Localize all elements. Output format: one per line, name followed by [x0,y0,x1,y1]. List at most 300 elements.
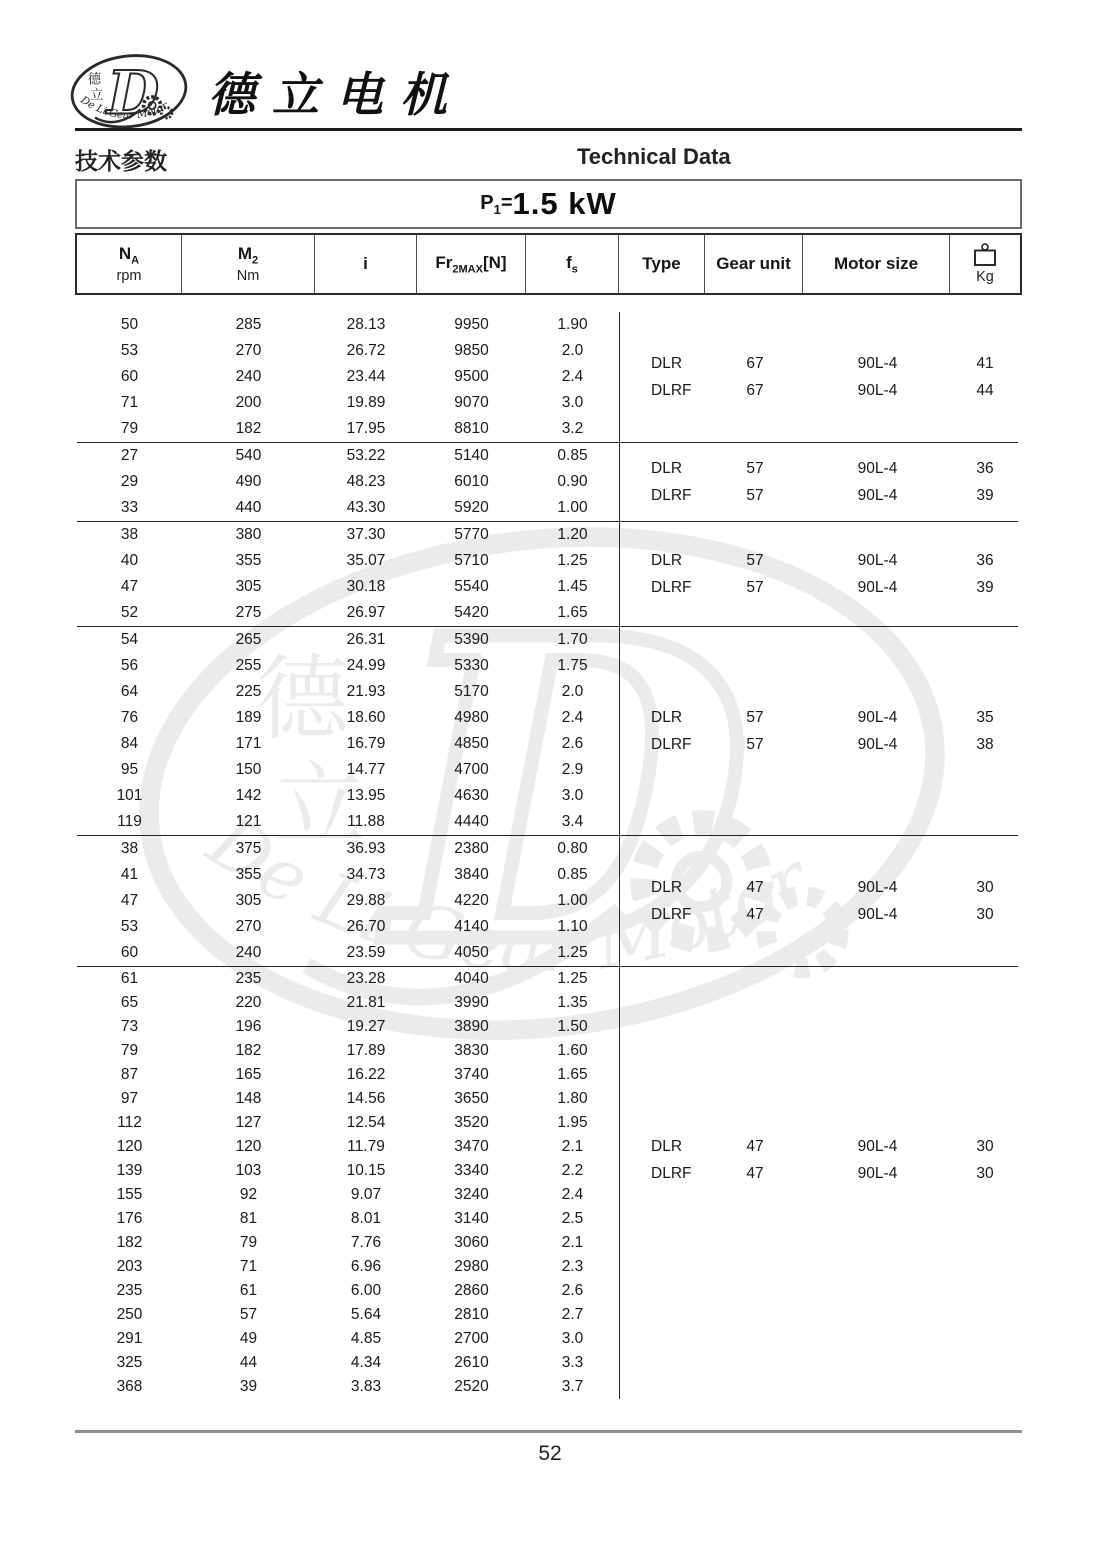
gear-unit-value: 67 [746,354,764,372]
fr2max-value: 2610 [454,1354,489,1371]
fr2max-value: 4040 [454,970,489,987]
col-header-motor-size: Motor size [803,235,950,293]
fs-value: 2.0 [561,683,584,700]
table-row [77,862,619,888]
fs-value: 1.65 [557,604,588,621]
na-value: 40 [120,552,139,569]
m2-value: 57 [239,1306,258,1323]
m2-value: 142 [235,787,262,804]
i-value: 36.93 [346,840,386,857]
fs-value: 2.2 [561,1162,584,1179]
motor-size-value: 90L-4 [857,735,898,753]
na-value: 38 [120,840,139,857]
m2-value: 200 [235,394,262,411]
table-row [77,757,619,783]
fr2max-value: 5330 [454,657,489,674]
i-value: 21.93 [346,683,386,700]
i-value: 34.73 [346,866,386,883]
table-row [77,1231,619,1255]
fs-value: 2.4 [561,1186,584,1203]
i-value: 11.88 [347,813,385,830]
variant-row [620,874,1019,901]
na-value: 95 [120,761,139,778]
i-value: 7.76 [350,1234,382,1251]
m2-value: 240 [235,944,262,961]
group-variants-zone [619,627,1019,835]
motor-size-value: 90L-4 [857,354,898,372]
fs-value: 1.75 [557,657,588,674]
na-value: 60 [120,944,139,961]
i-value: 18.60 [346,709,386,726]
data-group [77,312,1018,442]
col-header-gear-unit: Gear unit [705,235,803,293]
na-value: 29 [120,473,139,490]
fs-value: 0.85 [557,866,588,883]
fr2max-value: 2810 [454,1306,489,1323]
col-header-m2: $M_2$ Nm [182,235,315,293]
na-value: 139 [116,1162,143,1179]
kg-value: 36 [976,459,994,477]
group-rows [77,522,619,626]
m2-value: 61 [239,1282,258,1299]
na-value: 54 [120,631,139,648]
col-header-fs: $f_s$ [526,235,619,293]
table-row [77,967,619,991]
na-value: 182 [116,1234,143,1251]
fr2max-value: 5710 [454,552,489,569]
na-value: 235 [116,1282,143,1299]
m2-value: 148 [235,1090,262,1107]
fr2max-value: 4220 [454,892,489,909]
header-rule [75,128,1022,131]
group-variants-zone [619,967,1019,1399]
kg-value: 30 [976,1137,994,1155]
fr2max-value: 3840 [454,866,489,883]
gear-unit-value: 57 [746,708,764,726]
table-row [77,1087,619,1111]
table-row [77,1111,619,1135]
m2-value: 127 [235,1114,262,1131]
table-row [77,653,619,679]
na-value: 79 [120,420,139,437]
i-value: 37.30 [346,526,386,543]
na-value: 38 [120,526,139,543]
motor-size-value: 90L-4 [857,381,898,399]
fr2max-value: 2980 [454,1258,489,1275]
fr2max-value: 3060 [454,1234,489,1251]
motor-size-value: 90L-4 [857,708,898,726]
na-value: 368 [116,1378,143,1395]
na-value: 52 [120,604,139,621]
type-value: DLRF [651,486,692,504]
m2-value: 305 [235,892,262,909]
m2-value: 270 [235,918,262,935]
variant-block [620,350,1019,404]
fs-value: 2.0 [561,342,584,359]
table-row [77,1279,619,1303]
table-row [77,338,619,364]
m2-value: 120 [235,1138,262,1155]
m2-value: 355 [235,866,262,883]
na-value: 176 [116,1210,143,1227]
table-row [77,522,619,548]
variant-row [620,482,1019,509]
col-header-type: Type [619,235,705,293]
table-row [77,1375,619,1399]
kg-value: 30 [976,905,994,923]
table-row [77,1351,619,1375]
i-value: 26.31 [346,631,386,648]
power-prefix: $P_1=$ [480,191,513,217]
i-value: 21.81 [346,994,386,1011]
col-header-na: $N_A$ rpm [77,235,182,293]
fs-value: 1.25 [557,944,588,961]
table-row [77,809,619,835]
kg-value: 30 [976,1164,994,1182]
fs-value: 2.1 [561,1234,584,1251]
data-group [77,967,1018,1399]
i-value: 26.70 [346,918,386,935]
na-value: 87 [120,1066,139,1083]
motor-size-value: 90L-4 [857,486,898,504]
kg-value: 36 [976,551,994,569]
na-value: 325 [116,1354,143,1371]
na-value: 64 [120,683,139,700]
fs-value: 3.4 [561,813,584,830]
type-value: DLRF [651,735,692,753]
na-value: 101 [116,787,143,804]
fs-value: 1.95 [557,1114,588,1131]
variant-row [620,455,1019,482]
m2-value: 44 [239,1354,258,1371]
data-group [77,627,1018,835]
i-value: 13.95 [346,787,386,804]
variant-block [620,704,1019,758]
group-rows [77,967,619,1399]
na-value: 50 [120,316,139,333]
i-value: 9.07 [350,1186,382,1203]
m2-value: 182 [235,420,262,437]
table-row [77,1183,619,1207]
kg-value: 44 [976,381,994,399]
fs-value: 0.90 [557,473,588,490]
footer-rule [75,1430,1022,1433]
gear-unit-value: 57 [746,735,764,753]
m2-value: 150 [235,761,262,778]
fr2max-value: 2700 [454,1330,489,1347]
table-row [77,1327,619,1351]
m2-value: 235 [235,970,262,987]
na-value: 60 [120,368,139,385]
fs-value: 1.90 [557,316,588,333]
table-row [77,600,619,626]
na-value: 53 [120,342,139,359]
m2-value: 305 [235,578,262,595]
type-value: DLR [651,708,683,726]
m2-value: 81 [239,1210,258,1227]
fs-value: 1.65 [557,1066,588,1083]
data-group [77,836,1018,966]
table-row [77,888,619,914]
col-header-i: i [315,235,417,293]
m2-value: 270 [235,342,262,359]
i-value: 23.59 [346,944,386,961]
table-row [77,940,619,966]
na-value: 203 [116,1258,143,1275]
fr2max-value: 3520 [454,1114,489,1131]
variant-block [620,874,1019,928]
i-value: 30.18 [346,578,386,595]
gear-unit-value: 57 [746,486,764,504]
fs-value: 3.0 [561,1330,584,1347]
table-row [77,364,619,390]
fr2max-value: 3990 [454,994,489,1011]
na-value: 33 [120,499,139,516]
type-value: DLR [651,1137,683,1155]
group-rows [77,312,619,442]
data-group [77,443,1018,521]
kg-value: 35 [976,708,994,726]
na-value: 119 [117,813,142,830]
fr2max-value: 9850 [454,342,489,359]
variant-row [620,731,1019,758]
i-value: 53.22 [346,447,386,464]
na-value: 250 [116,1306,143,1323]
na-value: 76 [120,709,139,726]
power-title-box [75,179,1022,229]
fs-value: 3.0 [561,394,584,411]
m2-value: 490 [235,473,262,490]
table-body [77,297,1018,1399]
fs-value: 2.4 [561,709,584,726]
fs-value: 2.6 [561,735,584,752]
kg-value: 38 [976,735,994,753]
fs-value: 1.25 [557,552,588,569]
i-value: 28.13 [346,316,386,333]
fs-value: 1.10 [557,918,588,935]
table-row [77,1303,619,1327]
gear-unit-value: 47 [746,1164,764,1182]
fr2max-value: 5140 [454,447,489,464]
fr2max-value: 2520 [454,1378,489,1395]
na-value: 47 [120,578,139,595]
fs-value: 2.9 [561,761,584,778]
i-value: 5.64 [350,1306,382,1323]
gear-unit-value: 57 [746,459,764,477]
fs-value: 1.50 [557,1018,588,1035]
fs-value: 2.7 [561,1306,584,1323]
group-variants-zone [619,836,1019,966]
i-value: 24.99 [346,657,386,674]
fr2max-value: 3740 [454,1066,489,1083]
na-value: 71 [120,394,139,411]
table-row [77,1135,619,1159]
table-row [77,312,619,338]
type-value: DLRF [651,1164,692,1182]
m2-value: 240 [235,368,262,385]
na-value: 65 [120,994,139,1011]
type-value: DLR [651,459,683,477]
na-value: 97 [120,1090,139,1107]
m2-value: 540 [235,447,262,464]
m2-value: 285 [235,316,262,333]
na-value: 61 [120,970,139,987]
i-value: 26.97 [346,604,386,621]
i-value: 8.01 [350,1210,382,1227]
na-value: 291 [116,1330,143,1347]
m2-value: 71 [239,1258,258,1275]
fs-value: 1.45 [557,578,588,595]
fr2max-value: 5920 [454,499,489,516]
fr2max-value: 4700 [454,761,489,778]
i-value: 23.28 [346,970,386,987]
i-value: 16.79 [346,735,386,752]
m2-value: 189 [235,709,262,726]
table-row [77,783,619,809]
motor-size-value: 90L-4 [857,1164,898,1182]
na-value: 120 [116,1138,143,1155]
fr2max-value: 3890 [454,1018,489,1035]
fr2max-value: 4850 [454,735,489,752]
table-row [77,495,619,521]
i-value: 35.07 [346,552,386,569]
fr2max-value: 5390 [454,631,489,648]
motor-size-value: 90L-4 [857,551,898,569]
table-header [75,233,1022,295]
fs-value: 1.80 [557,1090,588,1107]
na-value: 73 [120,1018,139,1035]
fr2max-value: 6010 [454,473,489,490]
fs-value: 2.3 [561,1258,584,1275]
motor-size-value: 90L-4 [857,878,898,896]
table-row [77,705,619,731]
i-value: 16.22 [346,1066,386,1083]
variant-row [620,704,1019,731]
fr2max-value: 5420 [454,604,489,621]
fs-value: 2.4 [561,368,584,385]
fr2max-value: 9070 [454,394,489,411]
m2-value: 375 [235,840,262,857]
fr2max-value: 3470 [454,1138,489,1155]
fs-value: 3.0 [561,787,584,804]
table-row [77,731,619,757]
i-value: 4.85 [350,1330,382,1347]
i-value: 19.89 [346,394,386,411]
m2-value: 440 [235,499,262,516]
kg-value: 41 [976,354,994,372]
m2-value: 380 [235,526,262,543]
table-row [77,1015,619,1039]
variant-row [620,547,1019,574]
power-value: 1.5 kW [512,186,617,221]
fr2max-value: 4050 [454,944,489,961]
fs-value: 3.3 [561,1354,584,1371]
table-row [77,627,619,653]
m2-value: 220 [235,994,262,1011]
fs-value: 1.00 [557,499,588,516]
variant-row [620,1160,1019,1187]
motor-size-value: 90L-4 [857,459,898,477]
table-row [77,679,619,705]
gear-unit-value: 67 [746,381,764,399]
variant-row [620,1133,1019,1160]
fs-value: 2.5 [561,1210,584,1227]
weight-icon [972,243,998,267]
table-row [77,469,619,495]
fr2max-value: 4140 [454,918,489,935]
table-row [77,1063,619,1087]
fr2max-value: 9950 [454,316,489,333]
i-value: 6.96 [350,1258,382,1275]
i-value: 4.34 [350,1354,382,1371]
gear-unit-value: 57 [746,551,764,569]
type-value: DLR [651,354,683,372]
fs-value: 1.60 [557,1042,588,1059]
na-value: 84 [120,735,139,752]
fr2max-value: 5170 [454,683,489,700]
fr2max-value: 3340 [454,1162,489,1179]
fr2max-value: 4980 [454,709,489,726]
brand-name: 德立电机 [208,68,464,123]
col-header-weight: Kg [950,235,1020,293]
i-value: 26.72 [346,342,386,359]
fr2max-value: 9500 [454,368,489,385]
section-title-cn: 技术参数 [75,148,167,174]
i-value: 17.89 [346,1042,386,1059]
variant-row [620,901,1019,928]
gear-unit-value: 47 [746,905,764,923]
fr2max-value: 4630 [454,787,489,804]
fs-value: 1.20 [557,526,588,543]
type-value: DLR [651,878,683,896]
variant-block [620,1133,1019,1187]
m2-value: 171 [235,735,262,752]
m2-value: 355 [235,552,262,569]
fr2max-value: 2380 [454,840,489,857]
na-value: 27 [120,447,139,464]
variant-row [620,350,1019,377]
i-value: 29.88 [346,892,386,909]
fr2max-value: 2860 [454,1282,489,1299]
table-row [77,443,619,469]
fs-value: 3.7 [561,1378,584,1395]
m2-value: 255 [235,657,262,674]
data-group [77,522,1018,626]
i-value: 6.00 [350,1282,382,1299]
na-value: 53 [120,918,139,935]
kg-value: 30 [976,878,994,896]
na-value: 112 [117,1114,142,1131]
i-value: 43.30 [346,499,386,516]
variant-block [620,455,1019,509]
type-value: DLRF [651,381,692,399]
i-value: 10.15 [346,1162,386,1179]
table-row [77,548,619,574]
i-value: 17.95 [346,420,386,437]
m2-value: 39 [239,1378,258,1395]
fr2max-value: 3140 [454,1210,489,1227]
fs-value: 1.00 [557,892,588,909]
variant-block [620,547,1019,601]
na-value: 47 [120,892,139,909]
i-value: 14.56 [346,1090,386,1107]
i-value: 12.54 [346,1114,386,1131]
table-row [77,1159,619,1183]
fs-value: 2.6 [561,1282,584,1299]
kg-value: 39 [976,486,994,504]
fs-value: 3.2 [561,420,584,437]
i-value: 14.77 [346,761,386,778]
